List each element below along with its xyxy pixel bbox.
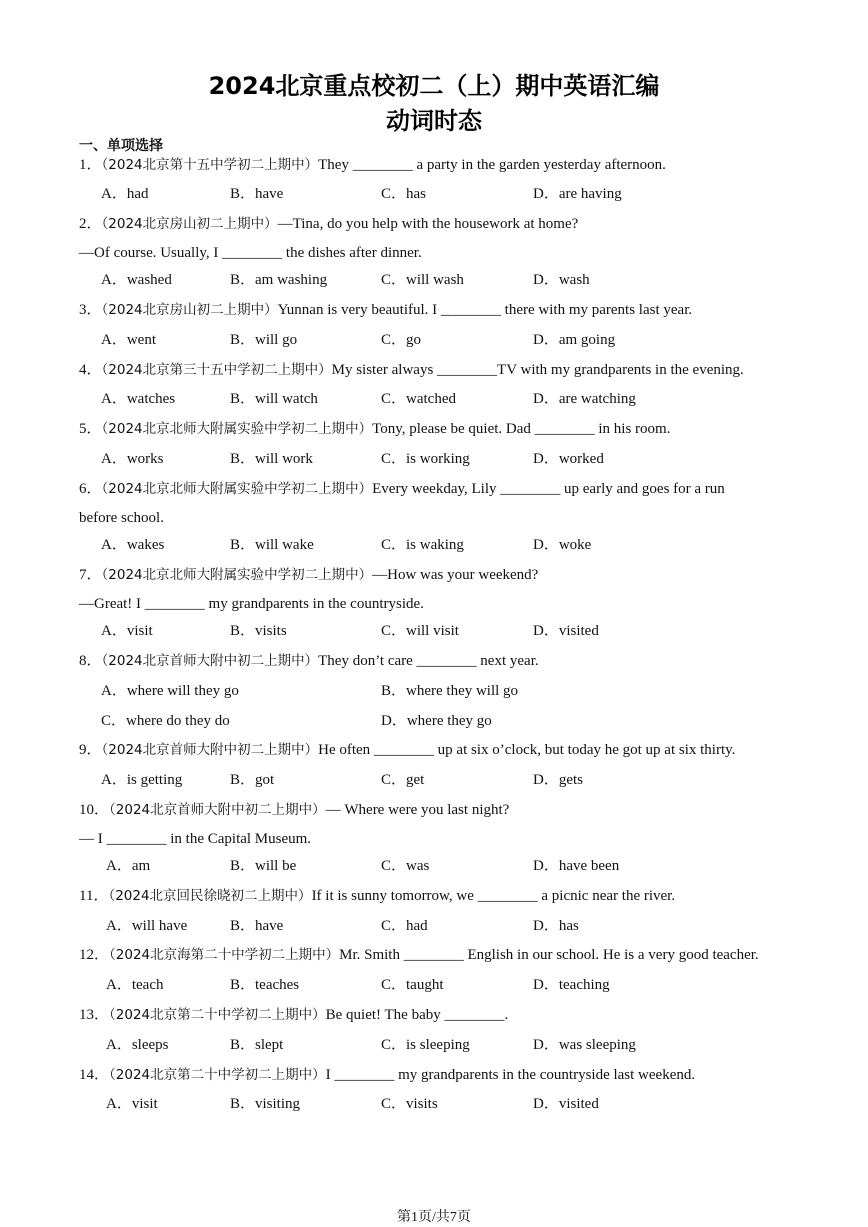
question-6-option-c[interactable]: C．is waking [381, 537, 464, 553]
question-6-stem-line2: before school. [79, 510, 164, 526]
question-1-option-d[interactable]: D．are having [533, 186, 622, 202]
question-1-option-b[interactable]: B．have [230, 186, 284, 202]
question-4-option-d[interactable]: D．are watching [533, 391, 636, 407]
question-11-option-d[interactable]: D．has [533, 918, 579, 934]
question-9-option-d[interactable]: D．gets [533, 772, 583, 788]
question-1-option-c[interactable]: C．has [381, 186, 427, 202]
question-14-option-b[interactable]: B．visiting [230, 1096, 301, 1112]
question-11-option-c[interactable]: C．had [381, 918, 428, 934]
question-6-stem: 6．（2024北京北师大附属实验中学初二上期中）Every weekday, Lily ________ up early and goes for a run [79, 481, 725, 497]
question-5-stem: 5．（2024北京北师大附属实验中学初二上期中）Tony, please be quiet. Dad ________ in his room. [79, 421, 671, 437]
question-6-option-a[interactable]: A．wakes [101, 537, 165, 553]
question-12-option-b[interactable]: B．teaches [230, 977, 300, 993]
document-title: 2024北京重点校初二（上）期中英语汇编 [208, 72, 660, 100]
section-heading: 一、单项选择 [79, 138, 163, 154]
question-9-option-b[interactable]: B．got [230, 772, 275, 788]
question-4-option-c[interactable]: C．watched [381, 391, 456, 407]
question-8-option-d[interactable]: D．where they go [381, 713, 492, 729]
question-10-option-a[interactable]: A．am [106, 858, 151, 874]
question-11-option-a[interactable]: A．will have [106, 918, 188, 934]
question-10-option-d[interactable]: D．have been [533, 858, 620, 874]
question-14-option-d[interactable]: D．visited [533, 1096, 599, 1112]
question-3-option-a[interactable]: A．went [101, 332, 156, 348]
question-13-option-c[interactable]: C．is sleeping [381, 1037, 470, 1053]
question-3-option-b[interactable]: B．will go [230, 332, 298, 348]
question-7-stem-line2: —Great! I ________ my grandparents in the countryside. [79, 596, 424, 612]
question-2-stem-line2: —Of course. Usually, I ________ the dishes after dinner. [79, 245, 422, 261]
question-8-option-a[interactable]: A．where will they go [101, 683, 239, 699]
question-13-stem: 13．（2024北京第二十中学初二上期中）Be quiet! The baby ________. [79, 1007, 509, 1023]
question-7-option-d[interactable]: D．visited [533, 623, 599, 639]
question-5-option-a[interactable]: A．works [101, 451, 164, 467]
question-13-option-a[interactable]: A．sleeps [106, 1037, 169, 1053]
question-6-option-b[interactable]: B．will wake [230, 537, 314, 553]
question-12-stem: 12．（2024北京海第二十中学初二上期中）Mr. Smith ________ English in our school. He is a very good teacher. [79, 947, 759, 963]
question-2-option-d[interactable]: D．wash [533, 272, 590, 288]
question-12-option-d[interactable]: D．teaching [533, 977, 610, 993]
question-7-stem: 7．（2024北京北师大附属实验中学初二上期中）—How was your weekend? [79, 567, 539, 583]
question-10-option-b[interactable]: B．will be [230, 858, 297, 874]
question-11-option-b[interactable]: B．have [230, 918, 284, 934]
question-6-option-d[interactable]: D．woke [533, 537, 592, 553]
question-5-option-c[interactable]: C．is working [381, 451, 470, 467]
question-2-option-a[interactable]: A．washed [101, 272, 172, 288]
question-3-option-c[interactable]: C．go [381, 332, 422, 348]
question-5-option-d[interactable]: D．worked [533, 451, 604, 467]
question-14-option-c[interactable]: C．visits [381, 1096, 438, 1112]
question-2-option-c[interactable]: C．will wash [381, 272, 464, 288]
question-14-stem: 14．（2024北京第二十中学初二上期中）I ________ my grandparents in the countryside last weekend. [79, 1067, 696, 1083]
question-3-stem: 3．（2024北京房山初二上期中）Yunnan is very beautiful. I ________ there with my parents last year. [79, 302, 693, 318]
document-subtitle: 动词时态 [386, 107, 482, 135]
question-4-option-b[interactable]: B．will watch [230, 391, 318, 407]
question-8-option-c[interactable]: C．where do they do [101, 713, 230, 729]
question-7-option-a[interactable]: A．visit [101, 623, 153, 639]
question-13-option-d[interactable]: D．was sleeping [533, 1037, 636, 1053]
question-12-option-a[interactable]: A．teach [106, 977, 164, 993]
question-13-option-b[interactable]: B．slept [230, 1037, 284, 1053]
question-4-stem: 4．（2024北京第三十五中学初二上期中）My sister always ________TV with my grandparents in the evening. [79, 362, 744, 378]
question-7-option-c[interactable]: C．will visit [381, 623, 459, 639]
question-11-stem: 11．（2024北京回民徐晓初二上期中）If it is sunny tomorrow, we ________ a picnic near the river. [79, 888, 676, 904]
question-10-option-c[interactable]: C．was [381, 858, 430, 874]
question-10-stem: 10．（2024北京首师大附中初二上期中）— Where were you last night? [79, 802, 510, 818]
question-14-option-a[interactable]: A．visit [106, 1096, 158, 1112]
question-3-option-d[interactable]: D．am going [533, 332, 616, 348]
question-5-option-b[interactable]: B．will work [230, 451, 313, 467]
question-2-stem: 2．（2024北京房山初二上期中）—Tina, do you help with the housework at home? [79, 216, 579, 232]
question-1-option-a[interactable]: A．had [101, 186, 149, 202]
question-2-option-b[interactable]: B．am washing [230, 272, 328, 288]
question-9-option-c[interactable]: C．get [381, 772, 425, 788]
question-1-stem: 1．（2024北京第十五中学初二上期中）They ________ a party in the garden yesterday afternoon. [79, 157, 666, 173]
question-9-option-a[interactable]: A．is getting [101, 772, 183, 788]
question-4-option-a[interactable]: A．watches [101, 391, 176, 407]
question-10-stem-line2: — I ________ in the Capital Museum. [79, 831, 312, 847]
question-12-option-c[interactable]: C．taught [381, 977, 444, 993]
question-9-stem: 9．（2024北京首师大附中初二上期中）He often ________ up at six o’clock, but today he got up at six thirty. [79, 742, 736, 758]
question-8-option-b[interactable]: B．where they will go [381, 683, 519, 699]
question-8-stem: 8．（2024北京首师大附中初二上期中）They don’t care ________ next year. [79, 653, 539, 669]
page-footer: 第1页/共7页 [397, 1210, 471, 1225]
question-7-option-b[interactable]: B．visits [230, 623, 287, 639]
